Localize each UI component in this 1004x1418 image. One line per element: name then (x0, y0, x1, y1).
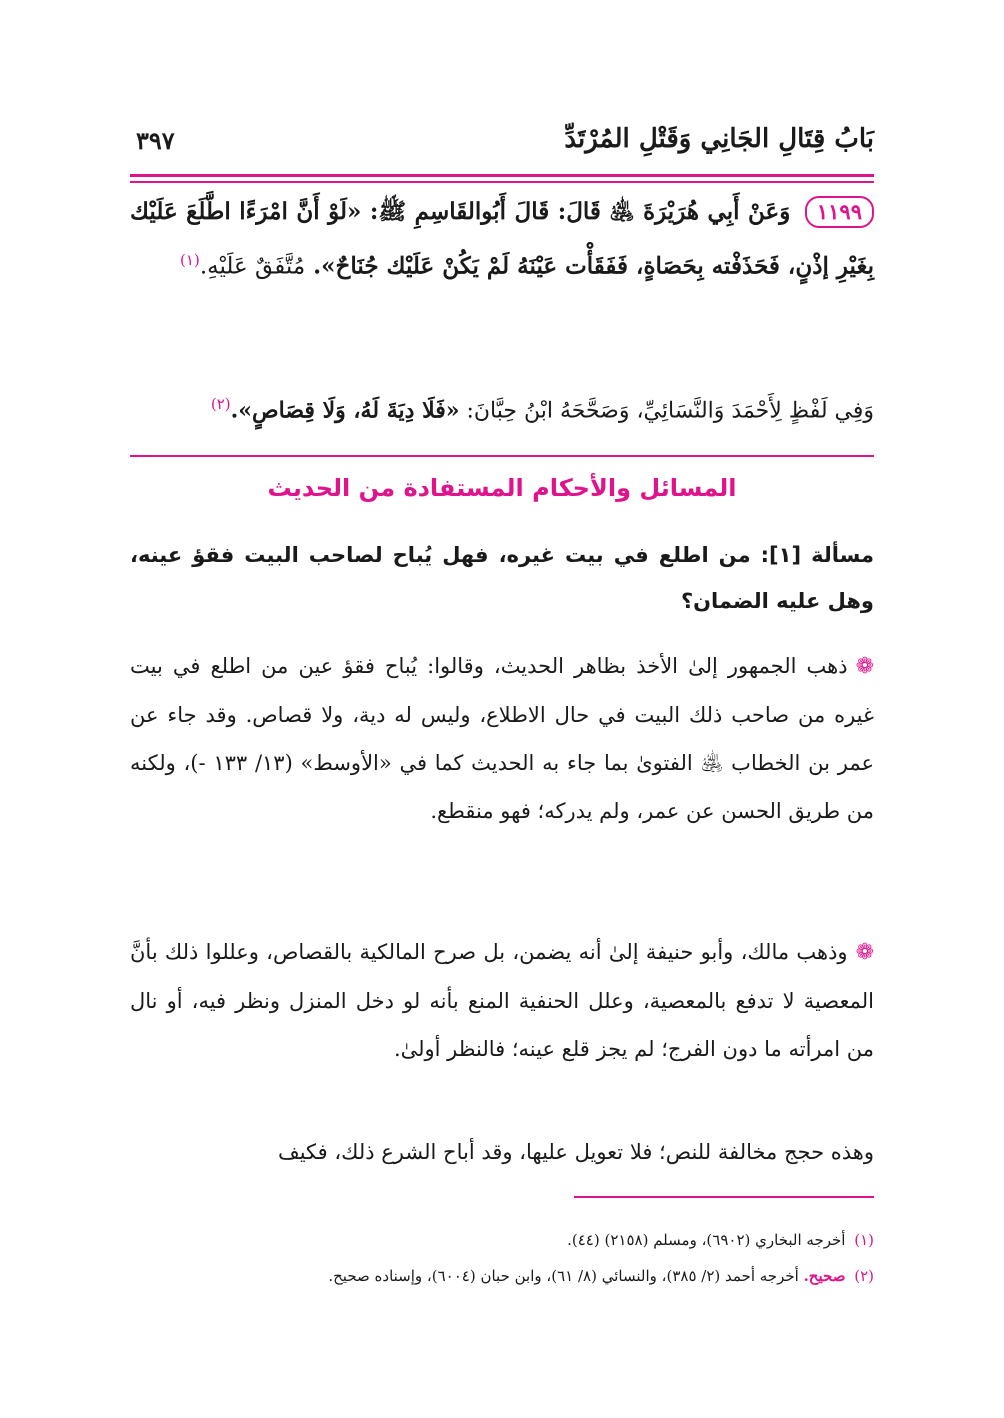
issue-text: من اطلع في بيت غيره، فهل يُباح لصاحب البيت فقؤ عينه، وهل عليه الضمان؟ (130, 543, 874, 613)
running-header (130, 120, 874, 170)
variant-quote: «فَلَا دِيَةَ لَهُ، وَلَا قِصَاصٍ». (230, 397, 460, 424)
paragraph-maliki-hanafi-view (130, 928, 874, 1073)
footnote-number: (٢) (854, 1267, 874, 1285)
issue-label: مسألة (811, 543, 875, 567)
paragraph-text: وذهب مالك، وأبو حنيفة إلىٰ أنه يضمن، بل صرح المالكية بالقصاص، وعللوا ذلك بأنَّ المعصية لا تدفع بالمعصية، وعلل الحنفية المنع بأنه لو دخل المنزل ونظر فيه، أو نال من امرأته ما دون الفرج؛ لم يجز قلع عينه؛ فالنظر أولىٰ. (130, 940, 874, 1061)
hadith-quote: «لَوْ أَنَّ امْرَءًا اطَّلَعَ عَلَيْك بِغَيْرِ إذْنٍ، فَحَذَفْته بِحَصَاةٍ، فَفَقَأْت عَيْنَهُ لَمْ يَكُنْ عَلَيْك جُنَاحٌ». (130, 198, 874, 280)
flower-bullet-icon: ❁ (855, 654, 874, 679)
issue-question (130, 532, 874, 624)
issue-number: [١]: (760, 543, 802, 567)
paragraph-majority-view (130, 642, 874, 835)
footnote-divider (574, 1196, 874, 1198)
hadith-chain: وَعَنْ أَبِي هُرَيْرَةَ ﵁ قَالَ: قَالَ أَبُوالقَاسِمِ ﷺ: (369, 198, 791, 225)
section-divider (130, 455, 874, 457)
chapter-title: بَابُ قِتَالِ الجَانِي وَقَتْلِ المُرْتَدِّ (564, 124, 874, 154)
header-rule-thin (130, 181, 874, 183)
paragraph-rebuttal (130, 1128, 874, 1176)
paragraph-text: ذهب الجمهور إلىٰ الأخذ بظاهر الحديث، وقالوا: يُباح فقؤ عين من اطلع في بيت غيره من صاحب ذلك البيت في حال الاطلاع، وليس له دية، ولا قصاص. وقد جاء عن عمر بن الخطاب ﵁ الفتوىٰ بما جاء به الحديث كما في «الأوسط» (١٣/ ١٣٣ -)، ولكنه من طريق الحسن عن عمر، ولم يدركه؛ فهو منقطع. (130, 654, 874, 823)
variant-source: وَفِي لَفْظٍ لِأَحْمَدَ وَالنَّسَائِيِّ، وَصَحَّحَهُ ابْنُ حِبَّانَ: (466, 398, 874, 424)
hadith-block (130, 188, 874, 291)
footnote-ref-1[interactable]: (١) (180, 251, 200, 269)
hadith-number-badge: ١١٩٩ (805, 196, 874, 228)
hadith-grading: مُتَّفَقٌ عَلَيْهِ. (199, 253, 306, 280)
footnote-number: (١) (854, 1231, 874, 1249)
variant-wording (130, 382, 874, 433)
footnotes (130, 1222, 874, 1294)
footnote-text: أخرجه البخاري (٦٩٠٢)، ومسلم (٢١٥٨) (٤٤). (567, 1231, 846, 1249)
header-rule-thick (130, 174, 874, 177)
footnote-2 (130, 1258, 874, 1294)
flower-bullet-icon: ❁ (855, 940, 874, 965)
page-number: ٣٩٧ (136, 126, 175, 155)
paragraph-text: وهذه حجج مخالفة للنص؛ فلا تعويل عليها، وقد أباح الشرع ذلك، فكيف (277, 1140, 874, 1164)
footnote-1 (130, 1222, 874, 1258)
footnote-grade: صحيح. (803, 1267, 846, 1285)
section-title: المسائل والأحكام المستفادة من الحديث (267, 474, 737, 502)
footnote-text: أخرجه أحمد (٢/ ٣٨٥)، والنسائي (٨/ ٦١)، وابن حبان (٦٠٠٤)، وإسناده صحيح. (328, 1267, 799, 1285)
footnote-ref-2[interactable]: (٢) (210, 395, 231, 413)
